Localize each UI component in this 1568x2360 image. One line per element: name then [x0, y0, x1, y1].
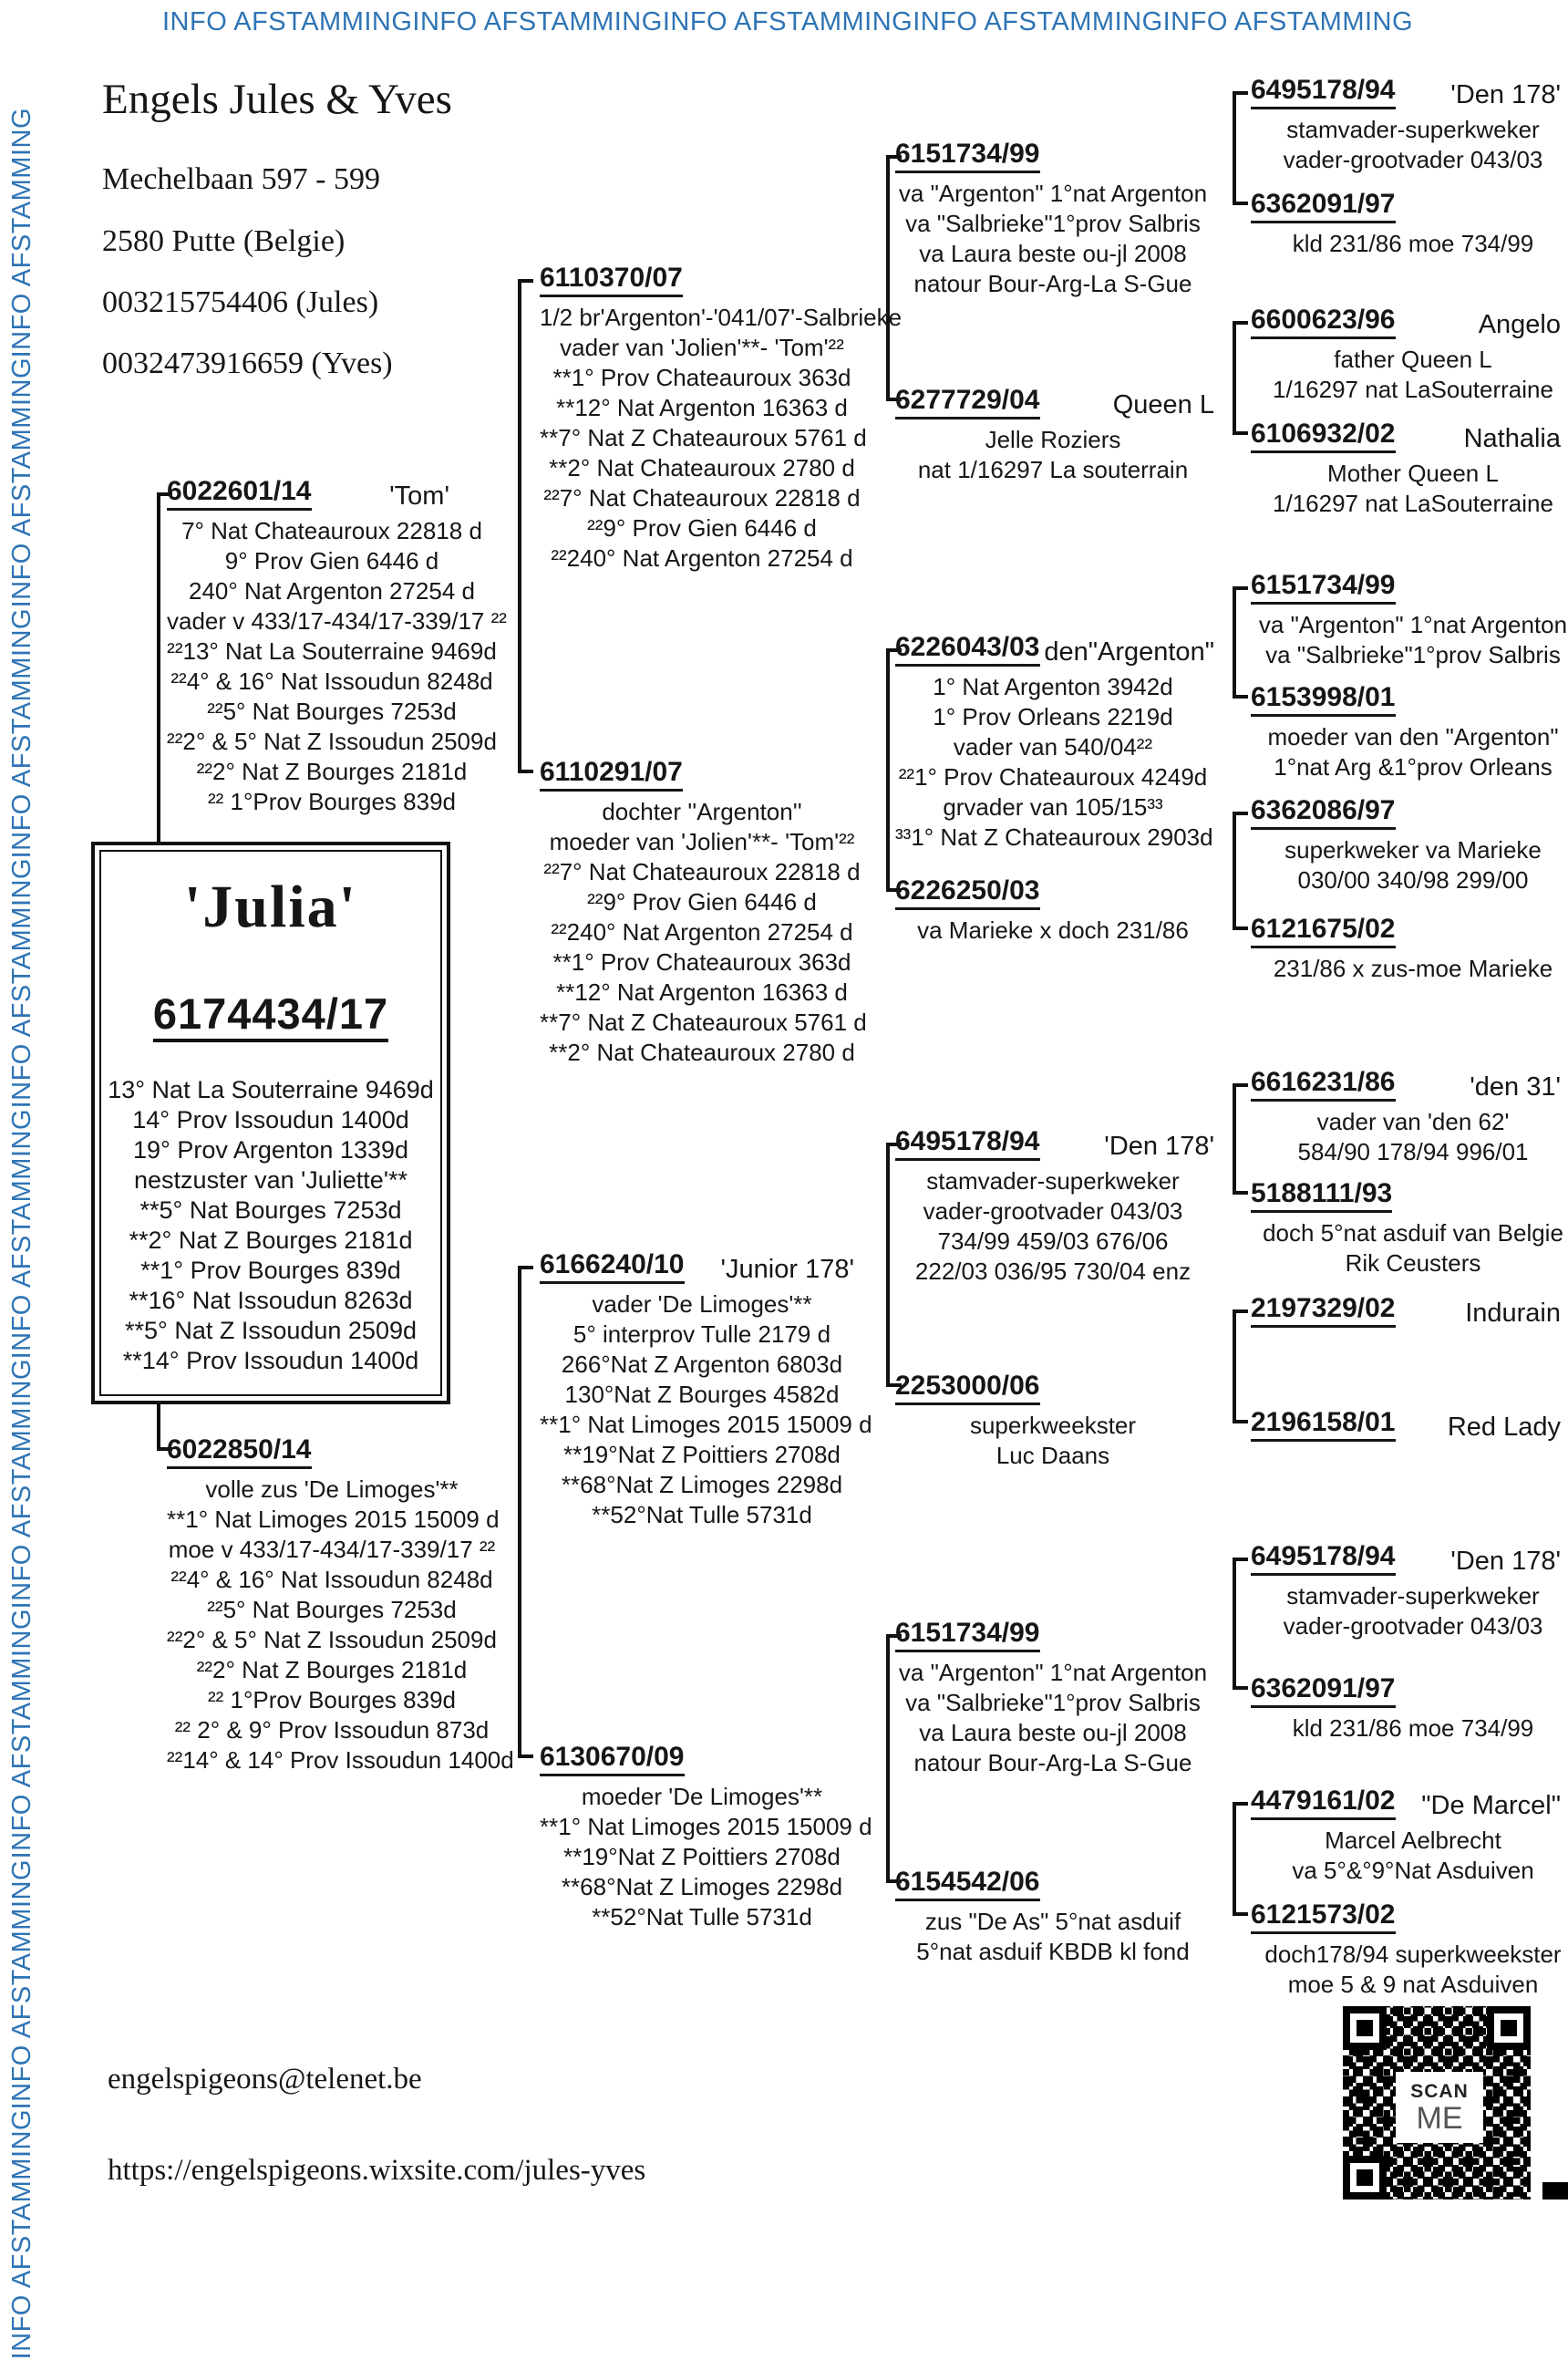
pedigree-block [895, 387, 1214, 485]
pigeon-name: Queen L [1112, 390, 1214, 419]
pedigree-block [1251, 306, 1568, 405]
pedigree-lines [1251, 610, 1568, 670]
pedigree-line: Luc Daans [995, 1442, 1110, 1469]
pedigree-line: father Queen L [1334, 346, 1492, 373]
ring-number: 6121573/02 [1251, 1901, 1396, 1934]
pedigree-lines [167, 1475, 514, 1775]
pedigree-line: **68°Nat Z Limoges 2298d [561, 1873, 843, 1900]
header-label: INFO AFSTAMMING [1162, 7, 1414, 36]
pedigree-block [895, 1372, 1214, 1471]
bracket-line [1233, 1558, 1248, 1690]
pedigree-line: 130°Nat Z Bourges 4582d [564, 1381, 840, 1408]
pedigree-line: **7° Nat Z Chateauroux 5761 d [540, 1009, 867, 1036]
pedigree-line: nat 1/16297 La souterrain [917, 456, 1189, 483]
side-label: INFO AFSTAMMING [6, 1609, 36, 1859]
pedigree-lines [895, 179, 1211, 299]
subject-line: nestzuster van 'Juliette'** [134, 1166, 407, 1194]
pedigree-line: natour Bour-Arg-La S-Gue [913, 1749, 1192, 1776]
qr-me-text: ME [1416, 2101, 1463, 2136]
pedigree-block [1251, 77, 1568, 175]
pedigree-line: **2° Nat Chateauroux 2780 d [549, 1039, 855, 1066]
qr-finder-icon [1343, 2156, 1387, 2200]
pedigree-line: va "Salbrieke"1°prov Salbris [1265, 641, 1561, 668]
subject-ring-number: 6174434/17 [153, 992, 388, 1042]
pedigree-line: moeder van den "Argenton" [1267, 723, 1559, 750]
ring-number: 6121675/02 [1251, 916, 1396, 948]
subject-line: **1° Prov Bourges 839d [140, 1257, 401, 1284]
ring-number: 6022850/14 [167, 1436, 312, 1469]
pedigree-line: Mother Queen L [1327, 460, 1499, 487]
qr-scan-text: SCAN [1410, 2081, 1469, 2102]
pigeon-name: 'Tom' [389, 481, 449, 511]
pedigree-line: kld 231/86 moe 734/99 [1292, 230, 1534, 257]
subject-line: **5° Nat Z Issoudun 2509d [124, 1317, 417, 1344]
pedigree-line: vader 'De Limoges'** [592, 1290, 812, 1318]
pedigree-lines [895, 916, 1211, 946]
bracket-line [1233, 586, 1248, 699]
header-label: INFO AFSTAMMING [412, 7, 663, 36]
pedigree-line: vader v 433/17-434/17-339/17 ²² [167, 607, 507, 635]
pedigree-line: 5°nat asduif KBDB kl fond [916, 1938, 1190, 1965]
pedigree-block [1251, 684, 1568, 782]
pedigree-line: stamvader-superkweker [1286, 1582, 1540, 1610]
pedigree-line: va Marieke x doch 231/86 [917, 916, 1189, 944]
ring-number: 6110370/07 [540, 264, 683, 297]
pedigree-line: vader-grootvader 043/03 [923, 1197, 1183, 1225]
pedigree-line: Marcel Aelbrecht [1325, 1827, 1501, 1854]
pedigree-block [1251, 420, 1568, 519]
bracket-line [1233, 1309, 1248, 1423]
subject-line: 13° Nat La Souterraine 9469d [108, 1076, 434, 1103]
pedigree-lines [1251, 1713, 1568, 1744]
pedigree-line: 9° Prov Gien 6446 d [224, 547, 439, 574]
pedigree-line: ²²14° & 14° Prov Issoudun 1400d [167, 1746, 514, 1774]
owner-address-city: 2580 Putte (Belgie) [102, 224, 346, 258]
pedigree-line: **1° Nat Limoges 2015 15009 d [540, 1813, 872, 1840]
ring-number: 6362086/97 [1251, 797, 1396, 830]
pedigree-line: **2° Nat Chateauroux 2780 d [549, 454, 855, 481]
pedigree-line: 030/00 340/98 299/00 [1297, 866, 1529, 894]
ring-number: 6166240/10 [540, 1251, 685, 1284]
subject-line: **16° Nat Issoudun 8263d [129, 1287, 413, 1314]
pedigree-line: **1° Nat Limoges 2015 15009 d [540, 1411, 872, 1438]
pedigree-line: ²²9° Prov Gien 6446 d [587, 888, 817, 916]
qr-code [1343, 2006, 1531, 2200]
pedigree-line: ²²7° Nat Chateauroux 22818 d [543, 858, 861, 885]
pedigree-line: Jelle Roziers [985, 426, 1121, 453]
subject-line: **14° Prov Issoudun 1400d [122, 1347, 419, 1374]
pedigree-line: vader van 540/04²² [953, 733, 1153, 761]
pigeon-name: Angelo [1478, 310, 1561, 339]
pedigree-line: ²²7° Nat Chateauroux 22818 d [543, 484, 861, 512]
pedigree-lines [1251, 954, 1568, 984]
owner-address-street: Mechelbaan 597 - 599 [102, 162, 380, 196]
pedigree-line: ²²4° & 16° Nat Issoudun 8248d [170, 668, 493, 695]
pedigree-block [1251, 1787, 1568, 1886]
bracket-line [1233, 812, 1248, 930]
qr-finder-icon [1487, 2006, 1531, 2050]
ring-number: 6151734/99 [895, 140, 1040, 173]
pedigree-line: 1°nat Arg &1°prov Orleans [1274, 753, 1553, 781]
subject-box [91, 842, 450, 1404]
pedigree-line: ²²9° Prov Gien 6446 d [587, 514, 817, 542]
pedigree-block [1251, 1069, 1568, 1167]
pedigree-lines [1251, 1940, 1568, 2000]
ring-number: 6151734/99 [1251, 572, 1396, 605]
pedigree-line: vader-grootvader 043/03 [1283, 1612, 1543, 1640]
owner-email: engelspigeons@telenet.be [108, 2063, 422, 2096]
pedigree-block [895, 877, 1214, 946]
owner-phone-jules: 003215754406 (Jules) [102, 285, 379, 319]
pedigree-line: doch 5°nat asduif van Belgie [1263, 1219, 1563, 1247]
ring-number: 6110291/07 [540, 759, 683, 792]
pedigree-line: 266°Nat Z Argenton 6803d [561, 1351, 843, 1378]
pedigree-lines [1251, 835, 1568, 895]
pedigree-line: 1/16297 nat LaSouterraine [1273, 376, 1553, 403]
bracket-line [1233, 1083, 1248, 1195]
pedigree-block [540, 263, 903, 574]
pigeon-name: den"Argenton" [1044, 637, 1214, 667]
ring-number: 6616231/86 [1251, 1069, 1396, 1102]
pigeon-name: 'Den 178' [1450, 80, 1561, 109]
pedigree-line: Rik Ceusters [1345, 1249, 1481, 1277]
ring-number: 2197329/02 [1251, 1295, 1396, 1328]
scan-artifact [1542, 2182, 1568, 2200]
pigeon-name: Nathalia [1463, 424, 1561, 453]
pedigree-lines [540, 1289, 872, 1530]
pedigree-lines [895, 1166, 1211, 1287]
bracket-line [518, 279, 533, 773]
pedigree-line: **1° Prov Chateauroux 363d [552, 364, 851, 391]
subject-line: 19° Prov Argenton 1339d [132, 1136, 409, 1164]
pedigree-line: **52°Nat Tulle 5731d [592, 1501, 812, 1528]
pedigree-lines [895, 672, 1211, 853]
pedigree-line: vader van 'Jolien'**- 'Tom'²² [560, 334, 844, 361]
pedigree-block [540, 1742, 872, 1932]
pedigree-line: 240° Nat Argenton 27254 d [189, 577, 475, 605]
pedigree-line: ²²240° Nat Argenton 27254 d [551, 918, 853, 946]
pigeon-name: 'Den 178' [1450, 1547, 1561, 1576]
pedigree-line: moe 5 & 9 nat Asduiven [1287, 1971, 1539, 1998]
subject-line: 14° Prov Issoudun 1400d [132, 1106, 409, 1133]
owner-phone-yves: 0032473916659 (Yves) [102, 347, 393, 380]
ring-number: 6130670/09 [540, 1744, 685, 1776]
pedigree-line: ²²5° Nat Bourges 7253d [207, 1596, 457, 1623]
pigeon-name: 'Junior 178' [720, 1255, 854, 1284]
pedigree-lines [1251, 1107, 1568, 1167]
ring-number: 6106932/02 [1251, 420, 1396, 453]
pedigree-line: va "Argenton" 1°nat Argenton [1258, 611, 1568, 638]
pedigree-line: **68°Nat Z Limoges 2298d [561, 1471, 843, 1498]
pedigree-line: va Laura beste ou-jl 2008 [919, 240, 1187, 267]
pedigree-lines [1251, 1218, 1568, 1278]
pedigree-line: va "Argenton" 1°nat Argenton [898, 180, 1208, 207]
side-rail [4, 108, 40, 2360]
top-header [162, 7, 1413, 37]
pigeon-name: Indurain [1465, 1299, 1561, 1328]
side-label: INFO AFSTAMMING [6, 858, 36, 1109]
owner-website-url: https://engelspigeons.wixsite.com/jules-yves [108, 2154, 646, 2187]
pedigree-line: **52°Nat Tulle 5731d [592, 1903, 812, 1930]
pedigree-line: kld 231/86 moe 734/99 [1292, 1714, 1534, 1742]
pedigree-block [1251, 1180, 1568, 1278]
pedigree-line: ²²2° Nat Z Bourges 2181d [196, 1656, 468, 1683]
pedigree-block-dam [167, 1434, 514, 1775]
pedigree-line: 7° Nat Chateauroux 22818 d [181, 517, 482, 544]
subject-name: 'Julia' [183, 874, 358, 940]
pedigree-line: ²²1° Prov Chateauroux 4249d [898, 763, 1208, 791]
pedigree-block [895, 1128, 1214, 1287]
ring-number: 5188111/93 [1251, 1180, 1392, 1213]
pedigree-line: 1° Nat Argenton 3942d [933, 673, 1173, 700]
bracket-line [1233, 1802, 1248, 1916]
pedigree-line: ²²4° & 16° Nat Issoudun 8248d [170, 1566, 493, 1593]
pedigree-block-sire [167, 476, 507, 817]
ring-number: 6495178/94 [1251, 1543, 1396, 1576]
pedigree-lines [1251, 1826, 1568, 1886]
pedigree-line: **19°Nat Z Poittiers 2708d [563, 1441, 841, 1468]
pedigree-lines [1251, 459, 1568, 519]
pedigree-block [895, 634, 1214, 853]
pedigree-line: vader van 'den 62' [1316, 1108, 1510, 1135]
pedigree-line: grvader van 105/15³³ [943, 793, 1163, 821]
subject-line: **2° Nat Z Bourges 2181d [129, 1227, 413, 1254]
pedigree-line: 1/2 br'Argenton'-'041/07'-Salbrieke [540, 304, 903, 331]
pedigree-block [1251, 1295, 1568, 1333]
pedigree-line: doch178/94 superkweekster [1264, 1941, 1562, 1968]
side-label: INFO AFSTAMMING [6, 1108, 36, 1360]
pedigree-block [1251, 916, 1568, 984]
pedigree-lines [1251, 722, 1568, 782]
pedigree-line: ²²2° & 5° Nat Z Issoudun 2509d [167, 1626, 497, 1653]
pedigree-line: ²² 1°Prov Bourges 839d [208, 788, 456, 815]
pedigree-line: **19°Nat Z Poittiers 2708d [563, 1843, 841, 1870]
pedigree-line: **7° Nat Z Chateauroux 5761 d [540, 424, 867, 451]
subject-lines [101, 1075, 440, 1376]
pedigree-line: vader-grootvader 043/03 [1283, 146, 1543, 173]
pedigree-line: 231/86 x zus-moe Marieke [1273, 955, 1553, 982]
pedigree-block [1251, 1901, 1568, 2000]
side-label: INFO AFSTAMMING [6, 108, 36, 358]
pedigree-lines [895, 1658, 1211, 1778]
pedigree-lines [1251, 1581, 1568, 1641]
header-label: INFO AFSTAMMING [913, 7, 1163, 36]
subject-box-inner [99, 850, 442, 1396]
side-label: INFO AFSTAMMING [6, 357, 36, 608]
pedigree-line: dochter ''Argenton'' [602, 798, 802, 825]
header-label: INFO AFSTAMMING [662, 7, 913, 36]
ring-number: 6277729/04 [895, 387, 1040, 419]
qr-finder-icon [1343, 2006, 1387, 2050]
pigeon-name: 'den 31' [1470, 1072, 1561, 1102]
pedigree-line: moeder van 'Jolien'**- 'Tom'²² [549, 828, 855, 855]
pedigree-line: ³³1° Nat Z Chateauroux 2903d [895, 823, 1213, 851]
pedigree-line: 222/03 036/95 730/04 enz [914, 1258, 1191, 1285]
ring-number: 6600623/96 [1251, 306, 1396, 339]
pedigree-line: 734/99 459/03 676/06 [937, 1227, 1169, 1255]
pigeon-name: Red Lady [1447, 1413, 1561, 1442]
side-label: INFO AFSTAMMING [6, 1858, 36, 2110]
pedigree-block [1251, 1543, 1568, 1641]
pedigree-line: ²² 2° & 9° Prov Issoudun 873d [174, 1716, 490, 1744]
pedigree-block [1251, 1409, 1568, 1447]
pedigree-lines [167, 516, 507, 817]
pedigree-line: ²²5° Nat Bourges 7253d [207, 698, 457, 725]
pedigree-block [895, 140, 1214, 299]
ring-number: 6226250/03 [895, 877, 1040, 910]
ring-number: 6226043/03 [895, 634, 1040, 667]
pedigree-line: stamvader-superkweker [1286, 116, 1540, 143]
bracket-line [1233, 321, 1248, 435]
pedigree-line: ²²2° Nat Z Bourges 2181d [196, 758, 468, 785]
pedigree-line: **1° Prov Chateauroux 363d [552, 948, 851, 976]
pedigree-line: va Laura beste ou-jl 2008 [919, 1719, 1187, 1746]
ring-number: 6495178/94 [895, 1128, 1040, 1161]
pedigree-line: 5° interprov Tulle 2179 d [573, 1320, 831, 1348]
pedigree-block [540, 757, 867, 1068]
pedigree-lines [1251, 229, 1568, 259]
pedigree-lines [895, 425, 1211, 485]
pigeon-name: 'Den 178' [1104, 1132, 1214, 1161]
pedigree-line: natour Bour-Arg-La S-Gue [913, 270, 1192, 297]
pedigree-line: va "Argenton" 1°nat Argenton [898, 1659, 1208, 1686]
ring-number: 6495178/94 [1251, 77, 1396, 109]
pedigree-block [1251, 797, 1568, 895]
ring-number: 6154542/06 [895, 1868, 1040, 1901]
pedigree-lines [1251, 115, 1568, 175]
pedigree-lines [540, 797, 867, 1068]
pedigree-block [1251, 191, 1568, 259]
pedigree-line: 584/90 178/94 996/01 [1297, 1138, 1529, 1165]
bracket-line [1233, 91, 1248, 205]
pedigree-block [1251, 572, 1568, 670]
subject-line: **5° Nat Bourges 7253d [139, 1196, 402, 1224]
pigeon-name: "De Marcel" [1421, 1791, 1561, 1820]
side-label: INFO AFSTAMMING [6, 2109, 36, 2360]
pedigree-block [540, 1249, 872, 1530]
ring-number: 6022601/14 [167, 478, 312, 511]
pedigree-block [895, 1620, 1214, 1778]
pedigree-line: ²² 1°Prov Bourges 839d [208, 1686, 456, 1713]
pedigree-line: moeder 'De Limoges'** [581, 1783, 823, 1810]
pedigree-lines [540, 303, 903, 574]
pedigree-line: va "Salbrieke"1°prov Salbris [905, 210, 1201, 237]
pedigree-line: 1/16297 nat LaSouterraine [1273, 490, 1553, 517]
pedigree-line: ²²13° Nat La Souterraine 9469d [167, 637, 497, 665]
ring-number: 2253000/06 [895, 1372, 1040, 1405]
ring-number: 6153998/01 [1251, 684, 1396, 717]
owner-name: Engels Jules & Yves [102, 76, 452, 123]
pedigree-line: **12° Nat Argenton 16363 d [556, 978, 848, 1006]
pedigree-line: **12° Nat Argenton 16363 d [556, 394, 848, 421]
pedigree-line: stamvader-superkweker [926, 1167, 1180, 1195]
ring-number: 6151734/99 [895, 1620, 1040, 1652]
pedigree-block [1251, 1675, 1568, 1744]
pedigree-line: va 5°&°9°Nat Asduiven [1292, 1857, 1534, 1884]
header-label: INFO AFSTAMMING [162, 7, 413, 36]
pedigree-line: **1° Nat Limoges 2015 15009 d [167, 1506, 500, 1533]
pedigree-line: zus "De As" 5°nat asduif [924, 1908, 1181, 1935]
pedigree-line: 1° Prov Orleans 2219d [933, 703, 1173, 730]
side-label: INFO AFSTAMMING [6, 1359, 36, 1610]
pedigree-line: moe v 433/17-434/17-339/17 ²² [168, 1536, 496, 1563]
pedigree-lines [1251, 345, 1568, 405]
pedigree-line: va "Salbrieke"1°prov Salbris [905, 1689, 1201, 1716]
qr-label [1396, 2072, 1483, 2143]
ring-number: 6362091/97 [1251, 191, 1396, 223]
pedigree-lines [540, 1782, 872, 1932]
ring-number: 4479161/02 [1251, 1787, 1396, 1820]
side-label: INFO AFSTAMMING [6, 607, 36, 859]
pedigree-block [895, 1868, 1214, 1967]
pedigree-line: superkweker va Marieke [1284, 836, 1542, 864]
pedigree-line: volle zus 'De Limoges'** [205, 1475, 459, 1503]
pedigree-line: ²²240° Nat Argenton 27254 d [551, 544, 853, 572]
pedigree-line: ²²2° & 5° Nat Z Issoudun 2509d [167, 728, 497, 755]
ring-number: 6362091/97 [1251, 1675, 1396, 1708]
bracket-line [518, 1266, 533, 1758]
pedigree-lines [895, 1411, 1211, 1471]
pedigree-lines [895, 1907, 1211, 1967]
pedigree-line: superkweekster [969, 1412, 1137, 1439]
ring-number: 2196158/01 [1251, 1409, 1396, 1442]
